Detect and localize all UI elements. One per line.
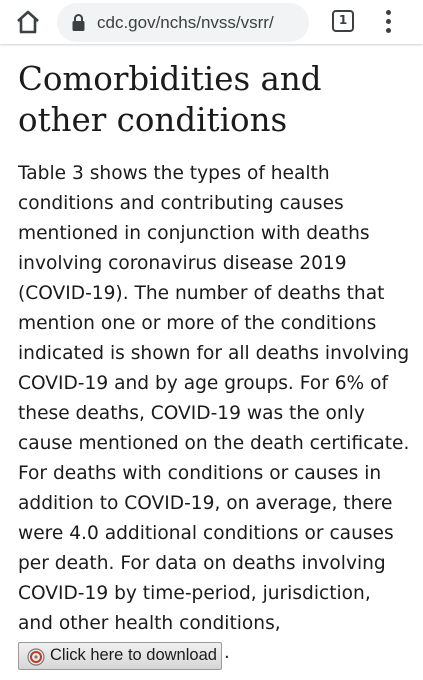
heading-line: other conditions — [18, 101, 288, 139]
download-disc-icon — [27, 648, 45, 666]
paragraph-line: mention one or more of the conditions — [18, 313, 377, 334]
section-heading — [18, 59, 418, 141]
lock-icon — [72, 14, 85, 31]
paragraph-line: mentioned in conjunction with deaths — [18, 223, 370, 244]
trailing-period: . — [224, 642, 230, 663]
paragraph-line: (COVID-19). The number of deaths that — [18, 283, 385, 304]
tab-switcher-button[interactable]: 1 — [332, 10, 354, 32]
paragraph-line: COVID-19 by time-period, jurisdiction, — [18, 583, 371, 604]
url-text: cdc.gov/nchs/nvss/vsrr/ — [97, 13, 274, 32]
paragraph-line: involving coronavirus disease 2019 — [18, 253, 347, 274]
more-vertical-icon[interactable] — [381, 10, 397, 36]
paragraph-line: COVID-19 and by age groups. For 6% of — [18, 373, 389, 394]
paragraph-line: Table 3 shows the types of health — [18, 163, 330, 184]
download-button[interactable] — [18, 642, 222, 670]
paragraph-line: indicated is shown for all deaths involving — [18, 343, 410, 364]
address-bar[interactable] — [57, 3, 309, 42]
paragraph-line: and other health conditions, — [18, 613, 281, 634]
paragraph-line: addition to COVID-19, on average, there — [18, 493, 393, 514]
browser-toolbar — [0, 0, 423, 44]
paragraph-line: conditions and contributing causes — [18, 193, 344, 214]
heading-line: Comorbidities and — [18, 60, 322, 98]
paragraph-line: these deaths, COVID-19 was the only — [18, 403, 365, 424]
paragraph-line: per death. For data on deaths involving — [18, 553, 386, 574]
home-icon[interactable] — [15, 9, 41, 35]
body-paragraph — [18, 159, 423, 639]
paragraph-line: were 4.0 additional conditions or causes — [18, 523, 394, 544]
download-button-label: Click here to download — [50, 646, 217, 664]
paragraph-line: cause mentioned on the death certificate. — [18, 433, 410, 454]
paragraph-line: For deaths with conditions or causes in — [18, 463, 382, 484]
